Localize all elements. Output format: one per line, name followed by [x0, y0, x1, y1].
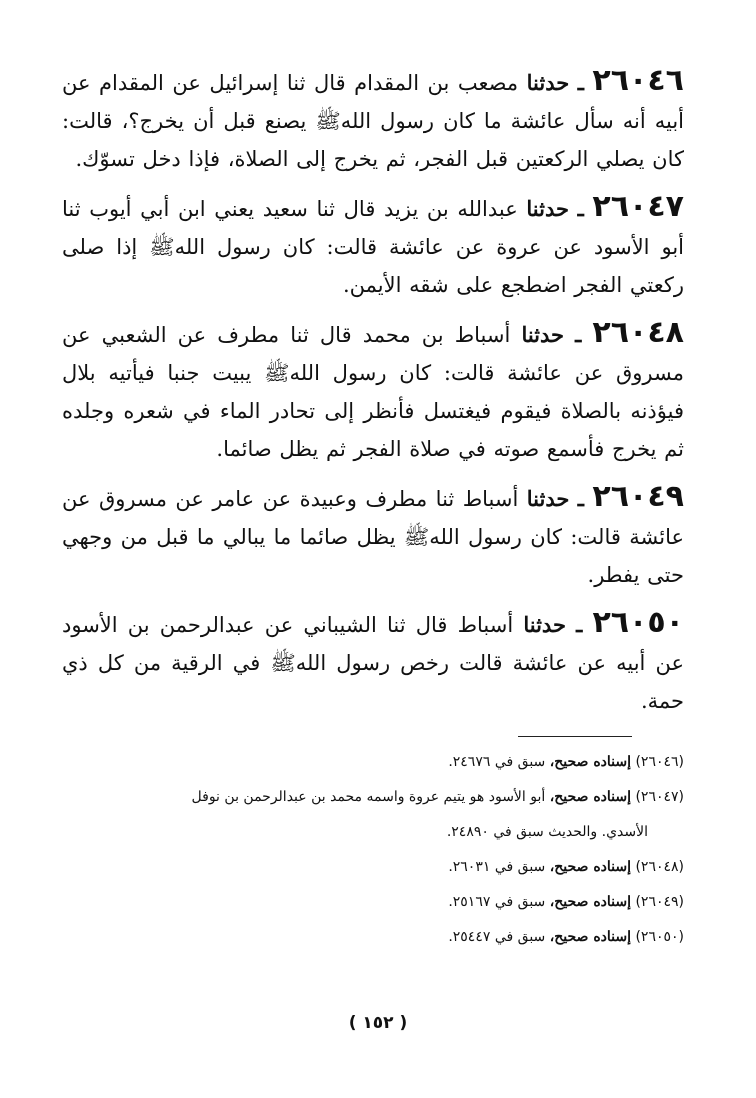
- footnote: [62, 745, 684, 780]
- hadith-entry: [62, 604, 684, 720]
- hadith-dash: ـ: [577, 70, 584, 95]
- footnote: [62, 780, 684, 815]
- hadith-lead-word: حدثنا: [521, 322, 565, 347]
- hadith-number: ٢٦٠٤٩: [592, 479, 684, 514]
- hadith-entry: [62, 478, 684, 594]
- footnote-grade: إسناده صحيح،: [549, 859, 631, 875]
- footnote-text: أبو الأسود هو يتيم عروة واسمه محمد بن عبدالرحمن بن نوفل: [191, 789, 546, 805]
- footnote: [62, 850, 684, 885]
- hadith-dash: ـ: [577, 196, 584, 221]
- hadith-number: ٢٦٠٤٨: [592, 315, 684, 350]
- footnote-ref: (٢٦٠٤٩): [635, 894, 684, 910]
- footnotes: [62, 745, 684, 955]
- hadith-entry: [62, 314, 684, 468]
- hadith-number: ٢٦٠٥٠: [592, 605, 684, 640]
- hadith-dash: ـ: [576, 612, 583, 637]
- hadith-text: أسباط قال ثنا الشيباني عن عبدالرحمن بن الأسود عن أبيه عن عائشة قالت رخص رسول اللهﷺ في الرقية من كل ذي حمة.: [62, 613, 684, 713]
- footnote-text: سبق في ٢٦٠٣١.: [448, 859, 546, 875]
- hadith-number: ٢٦٠٤٦: [592, 63, 684, 98]
- footnote-grade: إسناده صحيح،: [549, 789, 631, 805]
- hadith-lead-word: حدثنا: [526, 486, 570, 511]
- hadith-dash: ـ: [577, 486, 584, 511]
- hadith-text: أسباط بن محمد قال ثنا مطرف عن الشعبي عن مسروق عن عائشة قالت: كان رسول اللهﷺ يبيت جنبا فيأتيه بلال فيؤذنه بالصلاة فيقوم فيغتسل فأنظر إلى تحادر الماء في شعره وجلده ثم يخرج فأسمع صوته في صلاة الفجر ثم يظل صائما.: [62, 323, 684, 461]
- hadith-entry: [62, 188, 684, 304]
- hadith-number: ٢٦٠٤٧: [592, 189, 684, 224]
- hadith-dash: ـ: [575, 322, 582, 347]
- hadith-text: أسباط ثنا مطرف وعبيدة عن عامر عن مسروق عن عائشة قالت: كان رسول اللهﷺ يظل صائما ما يبالي ما قبل من وجهي حتى يفطر.: [62, 487, 684, 587]
- footnote-grade: إسناده صحيح،: [549, 929, 631, 945]
- hadith-lead-word: حدثنا: [526, 70, 570, 95]
- footnote-grade: إسناده صحيح،: [549, 894, 631, 910]
- page-number: ( ١٥٢ ): [348, 1013, 408, 1033]
- hadith-text: مصعب بن المقدام قال ثنا إسرائيل عن المقدام عن أبيه أنه سأل عائشة ما كان رسول اللهﷺ يصنع قبل أن يخرج؟، قالت: كان يصلي الركعتين قبل الفجر، ثم يخرج إلى الصلاة، فإذا دخل تسوّك.: [62, 71, 684, 171]
- footnote-ref: (٢٦٠٥٠): [635, 929, 684, 945]
- hadith-lead-word: حدثنا: [526, 196, 569, 221]
- footnote-grade: إسناده صحيح،: [549, 754, 631, 770]
- footnote: [62, 885, 684, 920]
- footnote-text: سبق في ٢٥١٦٧.: [448, 894, 546, 910]
- hadith-text: عبدالله بن يزيد قال ثنا سعيد يعني ابن أبي أيوب ثنا أبو الأسود عن عروة عن عائشة قالت: كان رسول اللهﷺ إذا صلى ركعتي الفجر اضطجع على شقه الأيمن.: [62, 197, 684, 297]
- footnote-continuation: [62, 815, 684, 850]
- footnote-text: سبق في ٢٤٦٧٦.: [448, 754, 546, 770]
- footnote-ref: (٢٦٠٤٧): [635, 789, 684, 805]
- footnote: [62, 920, 684, 955]
- hadith-entry: [62, 62, 684, 178]
- footnote-ref: (٢٦٠٤٨): [635, 859, 684, 875]
- footnote-ref: (٢٦٠٤٦): [635, 754, 684, 770]
- hadith-lead-word: حدثنا: [523, 612, 566, 637]
- hadith-body: [62, 62, 684, 730]
- footnote-text: سبق في ٢٥٤٤٧.: [448, 929, 546, 945]
- footnote-separator: [518, 736, 632, 737]
- footnote-text: الأسدي. والحديث سبق في ٢٤٨٩٠.: [446, 824, 648, 840]
